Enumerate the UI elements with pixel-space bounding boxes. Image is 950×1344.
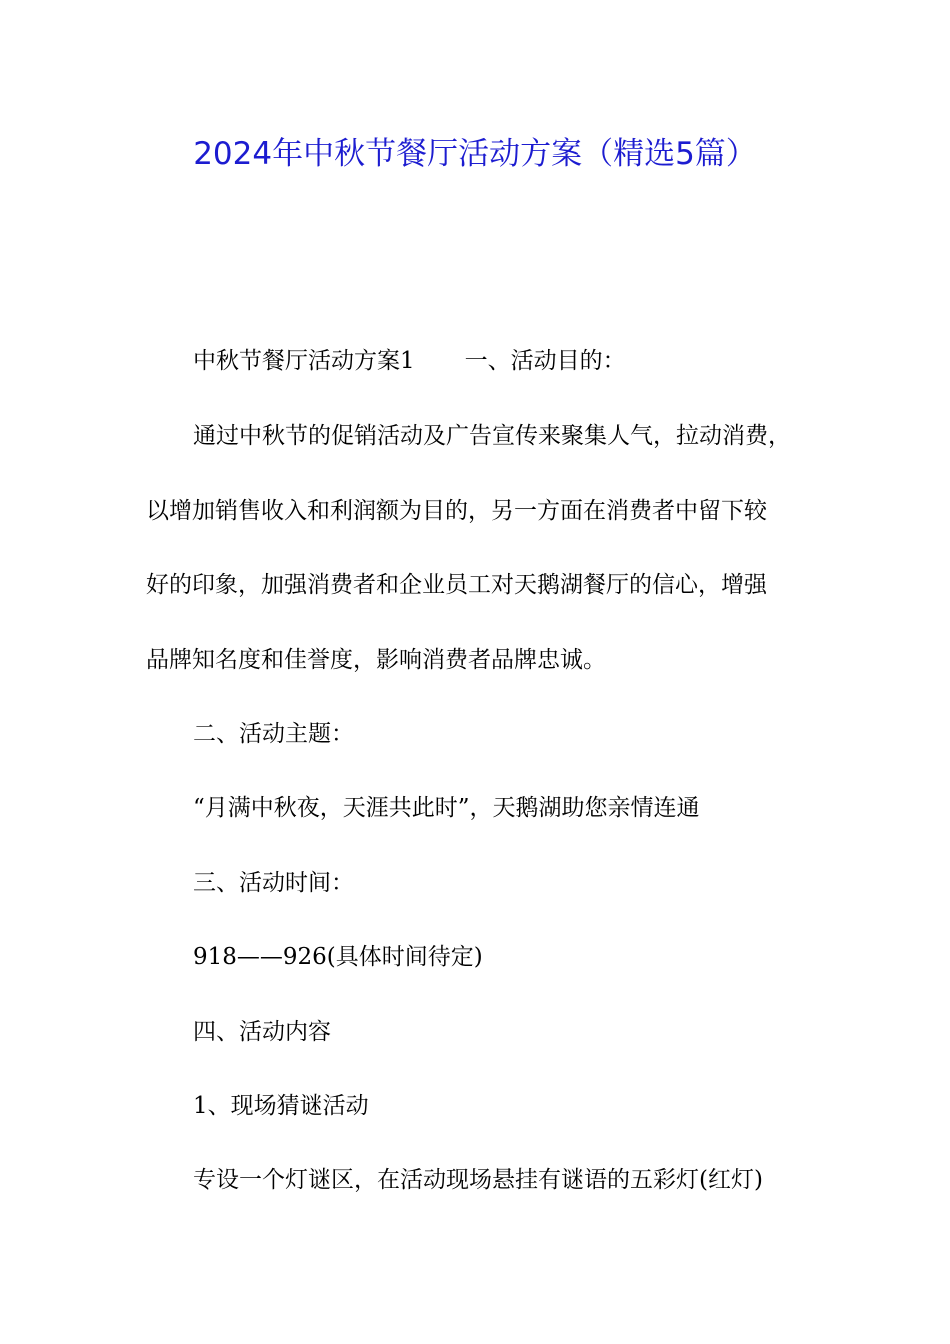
heading-theme: 二、活动主题： (193, 721, 354, 747)
paragraph-line: 通过中秋节的促销活动及广告宣传来聚集人气，拉动消费， (193, 423, 791, 449)
theme-text: “月满中秋夜，天涯共此时”，天鹅湖助您亲情连通 (193, 795, 700, 821)
section-heading-plan-1 (193, 344, 626, 378)
time-text: 918——926(具体时间待定) (193, 944, 483, 970)
subheading-riddle: 1、现场猜谜活动 (193, 1093, 369, 1119)
paragraph-line: 好的印象，加强消费者和企业员工对天鹅湖餐厅的信心，增强 (146, 572, 767, 598)
document-title: 2024年中秋节餐厅活动方案（精选5篇） (193, 136, 757, 172)
heading-content: 四、活动内容 (193, 1019, 331, 1045)
heading-time: 三、活动时间： (193, 870, 354, 896)
heading-purpose: 一、活动目的： (464, 348, 626, 374)
plan-title: 中秋节餐厅活动方案1 (193, 348, 415, 374)
paragraph-line: 以增加销售收入和利润额为目的，另一方面在消费者中留下较 (146, 498, 767, 524)
paragraph-line: 品牌知名度和佳誉度，影响消费者品牌忠诚。 (146, 647, 606, 673)
paragraph-line: 专设一个灯谜区，在活动现场悬挂有谜语的五彩灯(红灯) (193, 1167, 763, 1193)
